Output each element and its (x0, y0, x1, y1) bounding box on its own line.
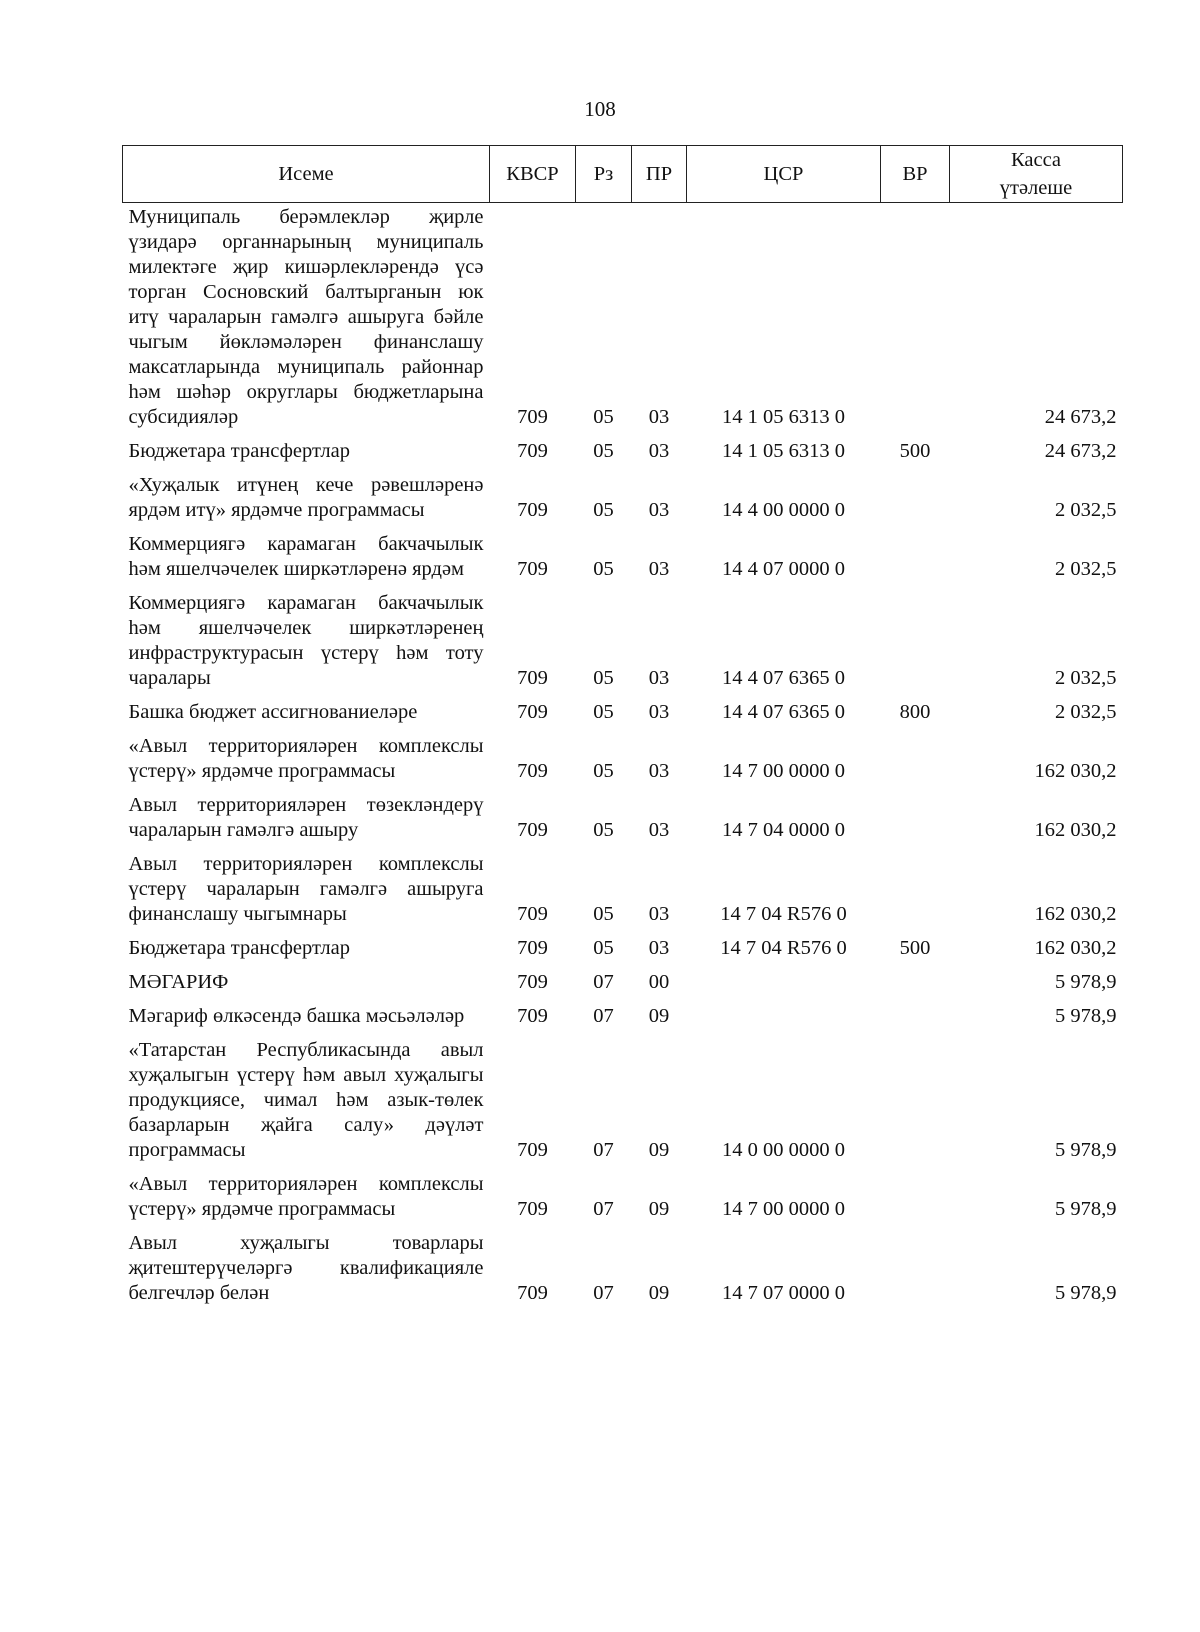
row-name: Коммерциягә карамаган бакчачылык һәм яшелчәчелек ширкәтләренә ярдәм (128, 533, 484, 580)
row-vr (881, 526, 950, 585)
row-csr: 14 0 00 0000 0 (722, 1139, 845, 1161)
row-pr: 09 (648, 1139, 670, 1161)
row-amount: 162 030,2 (1034, 819, 1117, 841)
table-row (123, 467, 1123, 526)
row-rz: 05 (593, 819, 614, 841)
row-kvsr: 709 (517, 971, 548, 993)
row-name: Бюджетара трансфертлар (128, 440, 351, 462)
table-header-row (123, 146, 1123, 203)
table-row (123, 846, 1123, 930)
row-csr: 14 7 07 0000 0 (722, 1282, 845, 1304)
row-rz: 05 (593, 667, 614, 689)
row-vr (881, 1032, 950, 1166)
row-rz: 05 (593, 760, 614, 782)
header-vr: ВР (881, 146, 950, 203)
row-csr: 14 7 00 0000 0 (722, 760, 845, 782)
table-row (123, 964, 1123, 998)
row-pr: 00 (648, 971, 670, 993)
row-kvsr: 709 (517, 701, 548, 723)
row-rz: 07 (593, 1139, 614, 1161)
row-name: «Хуҗалык итүнең кече рәвешләренә ярдәм итү» ярдәмче программасы (128, 474, 484, 521)
row-vr (881, 1225, 950, 1309)
table-row (123, 433, 1123, 467)
row-rz: 05 (593, 406, 614, 428)
row-kvsr: 709 (517, 558, 548, 580)
row-pr: 03 (648, 937, 670, 959)
row-amount: 162 030,2 (1034, 937, 1117, 959)
table-row (123, 526, 1123, 585)
row-amount: 5 978,9 (1055, 971, 1117, 993)
row-amount: 162 030,2 (1034, 760, 1117, 782)
row-kvsr: 709 (517, 1282, 548, 1304)
row-rz: 05 (593, 903, 614, 925)
row-csr: 14 4 07 6365 0 (722, 701, 845, 723)
row-csr (687, 998, 881, 1032)
row-rz: 05 (593, 440, 614, 462)
row-pr: 09 (648, 1005, 670, 1027)
row-csr: 14 1 05 6313 0 (722, 440, 845, 462)
row-pr: 09 (648, 1198, 670, 1220)
table-row (123, 1166, 1123, 1225)
page-number: 108 (584, 97, 616, 121)
row-name: Авыл территорияләрен комплекслы үстерү чараларын гамәлгә ашыруга финанслашу чыгымнары (128, 853, 484, 925)
row-amount: 24 673,2 (1044, 440, 1117, 462)
row-amount: 162 030,2 (1034, 903, 1117, 925)
row-csr: 14 7 04 R576 0 (720, 937, 847, 959)
table-row (123, 1225, 1123, 1309)
row-pr: 03 (648, 558, 670, 580)
row-kvsr: 709 (517, 1139, 548, 1161)
row-kvsr: 709 (517, 903, 548, 925)
row-name: «Авыл территорияләрен комплекслы үстерү» ярдәмче программасы (128, 1173, 484, 1220)
row-vr (881, 1166, 950, 1225)
row-rz: 07 (593, 971, 614, 993)
header-csr: ЦСР (687, 146, 881, 203)
row-vr: 500 (899, 440, 931, 462)
row-csr: 14 7 04 0000 0 (722, 819, 845, 841)
row-pr: 03 (648, 440, 670, 462)
row-kvsr: 709 (517, 819, 548, 841)
row-rz: 07 (593, 1005, 614, 1027)
row-amount: 5 978,9 (1055, 1005, 1117, 1027)
row-pr: 03 (648, 499, 670, 521)
row-name: Авыл хуҗалыгы товарлары җитештерүчеләргә квалификацияле белгечләр белән (128, 1232, 484, 1304)
row-name: МӘГАРИФ (128, 971, 229, 993)
header-pr: ПР (632, 146, 687, 203)
row-csr: 14 7 00 0000 0 (722, 1198, 845, 1220)
table-row (123, 930, 1123, 964)
row-pr: 03 (648, 903, 670, 925)
row-amount: 2 032,5 (1055, 667, 1117, 689)
table-row (123, 787, 1123, 846)
table-row (123, 998, 1123, 1032)
table-row (123, 585, 1123, 694)
row-name: Авыл территорияләрен төзекләндерү чараларын гамәлгә ашыру (128, 794, 484, 841)
row-csr: 14 7 04 R576 0 (720, 903, 847, 925)
table-row (123, 203, 1123, 434)
table-row (123, 694, 1123, 728)
row-amount: 2 032,5 (1055, 701, 1117, 723)
row-vr: 800 (899, 701, 931, 723)
row-kvsr: 709 (517, 1198, 548, 1220)
row-vr (881, 203, 950, 434)
row-vr (881, 998, 950, 1032)
budget-table (122, 145, 1123, 1309)
row-pr: 03 (648, 819, 670, 841)
row-rz: 07 (593, 1198, 614, 1220)
row-rz: 05 (593, 499, 614, 521)
table-row (123, 728, 1123, 787)
header-name: Исеме (123, 146, 490, 203)
row-kvsr: 709 (517, 1005, 548, 1027)
table-row (123, 1032, 1123, 1166)
row-name: Бюджетара трансфертлар (128, 937, 351, 959)
row-kvsr: 709 (517, 440, 548, 462)
row-amount: 2 032,5 (1055, 499, 1117, 521)
header-rz: Рз (576, 146, 632, 203)
row-name: Коммерциягә карамаган бакчачылык һәм яшелчәчелек ширкәтләренең инфраструктурасын үстерү һәм тоту чаралары (128, 592, 484, 689)
row-vr (881, 846, 950, 930)
row-name: Башка бюджет ассигнованиеләре (128, 701, 418, 723)
row-name: Муниципаль берәмлекләр җирле үзидарә органнарының муниципаль милектәге җир кишәрлекләрендә үсә торган Сосновский балтырганын юк итү чараларын гамәлгә ашыруга бәйле чыгым йөкләмәләрен финанслашу максатларында муниципаль районнар һәм шәһәр округлары бюджетларына субсидияләр (128, 206, 484, 428)
row-amount: 5 978,9 (1055, 1198, 1117, 1220)
row-rz: 05 (593, 558, 614, 580)
row-vr (881, 585, 950, 694)
row-vr (881, 787, 950, 846)
header-kassa-line2: үтәлеше (999, 177, 1073, 199)
row-amount: 5 978,9 (1055, 1139, 1117, 1161)
row-csr (687, 964, 881, 998)
row-kvsr: 709 (517, 406, 548, 428)
row-kvsr: 709 (517, 937, 548, 959)
header-kassa-line1: Касса (1010, 149, 1062, 171)
row-pr: 03 (648, 760, 670, 782)
row-csr: 14 4 07 6365 0 (722, 667, 845, 689)
row-rz: 05 (593, 937, 614, 959)
row-name: «Татарстан Республикасында авыл хуҗалыгын үстерү һәм авыл хуҗалыгы продукциясе, чимал һәм азык-төлек базарларын җайга салу» дәүләт программасы (128, 1039, 484, 1161)
row-rz: 05 (593, 701, 614, 723)
row-pr: 03 (648, 406, 670, 428)
row-rz: 07 (593, 1282, 614, 1304)
row-pr: 03 (648, 701, 670, 723)
header-kassa (950, 146, 1123, 203)
row-vr (881, 467, 950, 526)
row-csr: 14 4 07 0000 0 (722, 558, 845, 580)
table-body (123, 203, 1123, 1310)
row-kvsr: 709 (517, 667, 548, 689)
row-amount: 24 673,2 (1044, 406, 1117, 428)
row-amount: 5 978,9 (1055, 1282, 1117, 1304)
row-name: «Авыл территорияләрен комплекслы үстерү» ярдәмче программасы (128, 735, 484, 782)
row-amount: 2 032,5 (1055, 558, 1117, 580)
row-kvsr: 709 (517, 499, 548, 521)
row-vr (881, 728, 950, 787)
row-pr: 09 (648, 1282, 670, 1304)
row-csr: 14 4 00 0000 0 (722, 499, 845, 521)
header-kvsr: КВСР (490, 146, 576, 203)
row-kvsr: 709 (517, 760, 548, 782)
row-vr (881, 964, 950, 998)
row-name: Мәгариф өлкәсендә башка мәсьәләләр (128, 1005, 465, 1027)
row-vr: 500 (899, 937, 931, 959)
row-pr: 03 (648, 667, 670, 689)
row-csr: 14 1 05 6313 0 (722, 406, 845, 428)
